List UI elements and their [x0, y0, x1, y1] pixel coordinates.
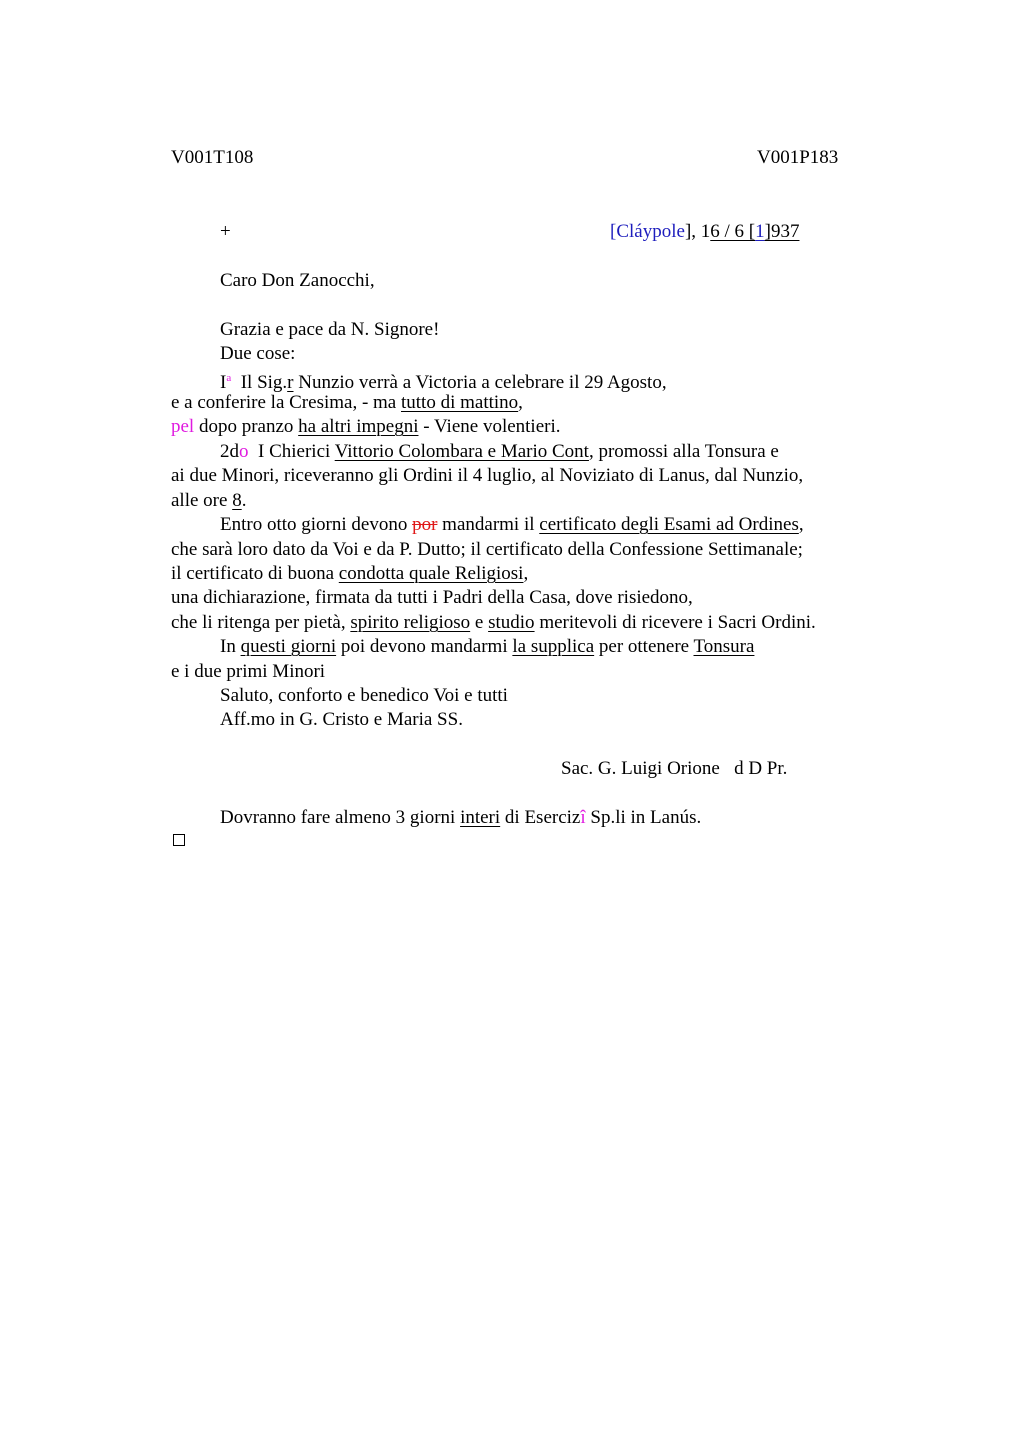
- letter-line: che sarà loro dato da Voi e da P. Dutto; il certificato della Confessione Settimanale;: [171, 539, 803, 560]
- dateline-date-b: 1: [755, 221, 765, 242]
- text-run: il certificato di buona: [171, 563, 339, 584]
- underlined-text: 8: [232, 490, 242, 511]
- text-run: che li ritenga per pietà,: [171, 612, 351, 633]
- cross-symbol: +: [220, 221, 231, 242]
- underlined-text: questi giorni: [240, 636, 337, 657]
- letter-line: [171, 489, 246, 513]
- text-run: meritevoli di ricevere i Sacri Ordini.: [534, 612, 816, 633]
- letter-line: [171, 415, 561, 439]
- underlined-text: certificato degli Esami ad Ordines: [539, 514, 799, 535]
- text-run: Nunzio verrà a Victoria a celebrare il 29 Agosto,: [293, 372, 667, 393]
- underlined-text: spirito religioso: [350, 612, 471, 633]
- header-left-code: V001T108: [171, 147, 254, 168]
- dateline-date-c: ]937: [764, 221, 800, 242]
- letter-line: ai due Minori, riceveranno gli Ordini il 4 luglio, al Noviziato di Lanus, dal Nunzio,: [171, 465, 804, 486]
- letter-line: Grazia e pace da N. Signore!: [220, 319, 440, 340]
- text-run: I Chierici: [248, 441, 335, 462]
- text-run: ,: [798, 514, 804, 535]
- text-run: alle ore: [171, 490, 233, 511]
- superscript: a: [226, 372, 232, 384]
- letter-line: Due cose:: [220, 343, 296, 364]
- underlined-text: r: [287, 372, 294, 393]
- letter-line: [171, 391, 523, 415]
- underlined-text: interi: [460, 807, 501, 828]
- underlined-text: Vittorio Colombara e Mario Cont: [334, 441, 589, 462]
- letter-line: una dichiarazione, firmata da tutti i Padri della Casa, dove risiedono,: [171, 587, 693, 608]
- text-run: Il Sig.: [231, 372, 288, 393]
- postscript: [220, 806, 701, 830]
- letter-line: [220, 635, 754, 659]
- underlined-text: tutto di mattino: [401, 392, 519, 413]
- annotated-text: î: [580, 807, 586, 828]
- dateline-sep: ], 1: [684, 221, 711, 242]
- dateline-date-a: 6 / 6 [: [710, 221, 756, 242]
- text-run: di Eserciz: [500, 807, 581, 828]
- struck-text: por: [412, 514, 438, 535]
- text-run: poi devono mandarmi: [336, 636, 513, 657]
- annotated-text: pel: [171, 416, 195, 437]
- signature: Sac. G. Luigi Orione d D Pr.: [561, 758, 788, 779]
- text-run: 2d: [220, 441, 239, 462]
- letter-line: Saluto, conforto e benedico Voi e tutti: [220, 685, 508, 706]
- underlined-text: studio: [488, 612, 535, 633]
- text-run: e a conferire la Cresima, - ma: [171, 392, 401, 413]
- text-run: - Viene volentieri.: [418, 416, 561, 437]
- underlined-text: ha altri impegni: [298, 416, 419, 437]
- text-run: Entro otto giorni devono: [220, 514, 413, 535]
- annotated-text: o: [239, 441, 249, 462]
- text-run: Sp.li in Lanús.: [585, 807, 702, 828]
- text-run: In: [220, 636, 241, 657]
- letter-line: [220, 440, 779, 464]
- salutation: Caro Don Zanocchi,: [220, 270, 375, 291]
- dateline: [610, 220, 799, 244]
- underlined-text: Tonsura: [693, 636, 755, 657]
- text-run: I: [220, 372, 227, 393]
- letter-line: e i due primi Minori: [171, 661, 326, 682]
- letter-line: [171, 611, 816, 635]
- letter-line: Aff.mo in G. Cristo e Maria SS.: [220, 709, 463, 730]
- text-run: ,: [518, 392, 523, 413]
- text-run: per ottenere: [594, 636, 694, 657]
- text-run: , promossi alla Tonsura e: [588, 441, 779, 462]
- text-run: dopo pranzo: [194, 416, 299, 437]
- end-marker-box: [173, 834, 185, 846]
- letter-line: [171, 562, 528, 586]
- text-run: .: [241, 490, 247, 511]
- text-run: ,: [523, 563, 529, 584]
- letter-line: [220, 513, 804, 537]
- dateline-bracket-open: [: [610, 221, 617, 242]
- text-run: e: [470, 612, 489, 633]
- underlined-text: condotta quale Religiosi: [338, 563, 524, 584]
- header-right-code: V001P183: [757, 147, 839, 168]
- text-run: mandarmi il: [437, 514, 540, 535]
- underlined-text: la supplica: [512, 636, 595, 657]
- dateline-place: Cláypole: [616, 221, 685, 242]
- text-run: Dovranno fare almeno 3 giorni: [220, 807, 461, 828]
